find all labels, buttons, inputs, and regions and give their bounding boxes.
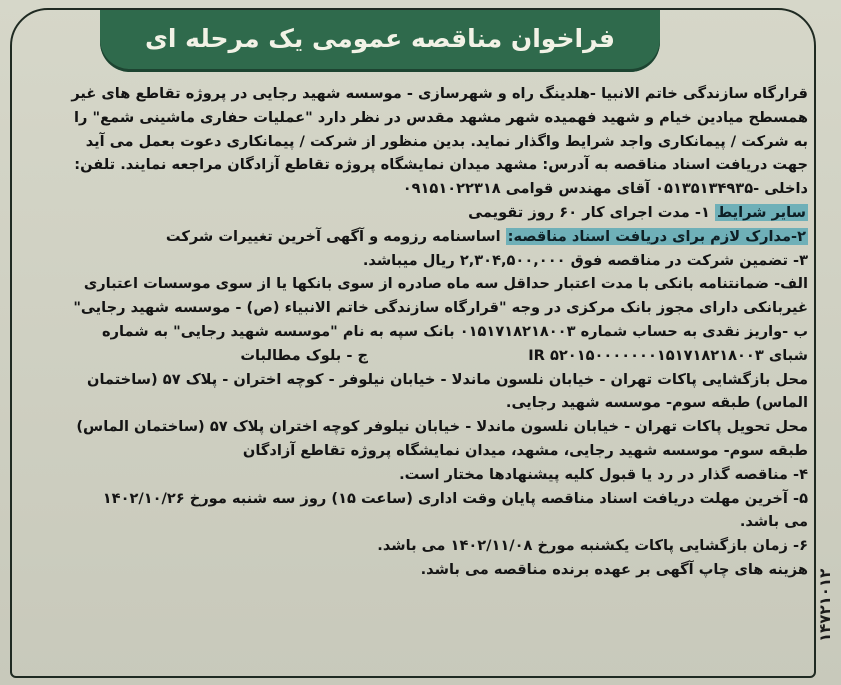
body-line: به شرکت / پیمانکاری واجد شرایط واگذار نماید. بدین منظور از شرکت / پیمانکاری دعوت بعمل می آید [85, 132, 808, 150]
sheba-line [30, 344, 808, 368]
body-line: محل تحویل پاکات تهران - خیابان نلسون ماندلا - خیابان نیلوفر کوچه اختران پلاک ۵۷ (ساختمان الماس) [76, 418, 808, 436]
notice-title: فراخوان مناقصه عمومی یک مرحله ای [144, 24, 615, 53]
sheba-number: شبای IR ۵۲۰۱۵۰۰۰۰۰۰۰۱۵۱۷۱۸۲۱۸۰۰۳ [528, 346, 808, 364]
body-line: جهت دریافت اسناد مناقصه به آدرس: مشهد میدان نمایشگاه پروژه تقاطع آزادگان مراجعه نمایند. تلفن: [74, 156, 808, 174]
other-conditions-text: ۱- مدت اجرای کار ۶۰ روز تقویمی [468, 203, 710, 221]
body-line: غیربانکی دارای مجوز بانک مرکزی در وجه "قرارگاه سازندگی خاتم الانبیاء (ص) - موسسه شهید رجایی" [73, 299, 808, 317]
side-code: ۱۴۷۲۱۰۱۲ [816, 568, 834, 642]
other-conditions-line [30, 201, 808, 225]
body-line: الماس) طبقه سوم- موسسه شهید رجایی. [505, 394, 808, 412]
body-line: ب -واریز نقدی به حساب شماره ۰۱۵۱۷۱۸۲۱۸۰۰۳ بانک سپه به نام "موسسه شهید رجایی" به شماره [102, 322, 808, 340]
other-conditions-label: سایر شرایط [716, 203, 806, 221]
body-line: قرارگاه سازندگی خاتم الانبیا -هلدینگ راه و شهرسازی - موسسه شهید رجایی در پروژه تقاطع های غیر [71, 85, 808, 102]
notice-body [30, 82, 808, 582]
docs-required-label: ۲-مدارک لازم برای دریافت اسناد مناقصه: [507, 227, 806, 245]
body-line: می باشد. [739, 513, 808, 531]
body-line: ۴- مناقصه گذار در رد یا قبول کلیه پیشنهادها مختار است. [399, 465, 808, 483]
body-line: محل بازگشایی پاکات تهران - خیابان نلسون ماندلا - خیابان نیلوفر - کوچه اختران - پلاک ۵۷ (ساختمان [87, 370, 808, 388]
claims-block: ج - بلوک مطالبات [240, 346, 369, 364]
body-line: همسطح میادین خیام و شهید فهمیده شهر مشهد مقدس در نظر دارد "عملیات حفاری ماشینی شمع" را [74, 108, 808, 126]
body-line: طبقه سوم- موسسه شهید رجایی، مشهد، میدان نمایشگاه پروژه تقاطع آزادگان [242, 441, 808, 459]
body-line: ۳- تضمین شرکت در مناقصه فوق ۲,۳۰۴,۵۰۰,۰۰۰ ریال میباشد. [362, 251, 808, 269]
body-line: الف- ضمانتنامه بانکی با مدت اعتبار حداقل سه ماه صادره از سوی بانکها یا از سوی موسسات اعتباری [83, 275, 808, 293]
body-line: هزینه های چاپ آگهی بر عهده برنده مناقصه می باشد. [420, 560, 808, 578]
docs-required-text: اساسنامه رزومه و آگهی آخرین تغییرات شرکت [165, 227, 501, 245]
docs-required-line [30, 225, 808, 249]
body-line: ۵- آخرین مهلت دریافت اسناد مناقصه پایان وقت اداری (ساعت ۱۵) روز سه شنبه مورخ ۱۴۰۲/۱۰/۲۶ [102, 489, 808, 507]
body-line: ۶- زمان بازگشایی پاکات یکشنبه مورخ ۱۴۰۲/۱۱/۰۸ می باشد. [377, 537, 808, 555]
body-line: داخلی -۰۵۱۳۵۱۳۴۹۳۵ آقای مهندس قوامی ۰۹۱۵۱۰۲۲۳۱۸ [402, 180, 808, 198]
